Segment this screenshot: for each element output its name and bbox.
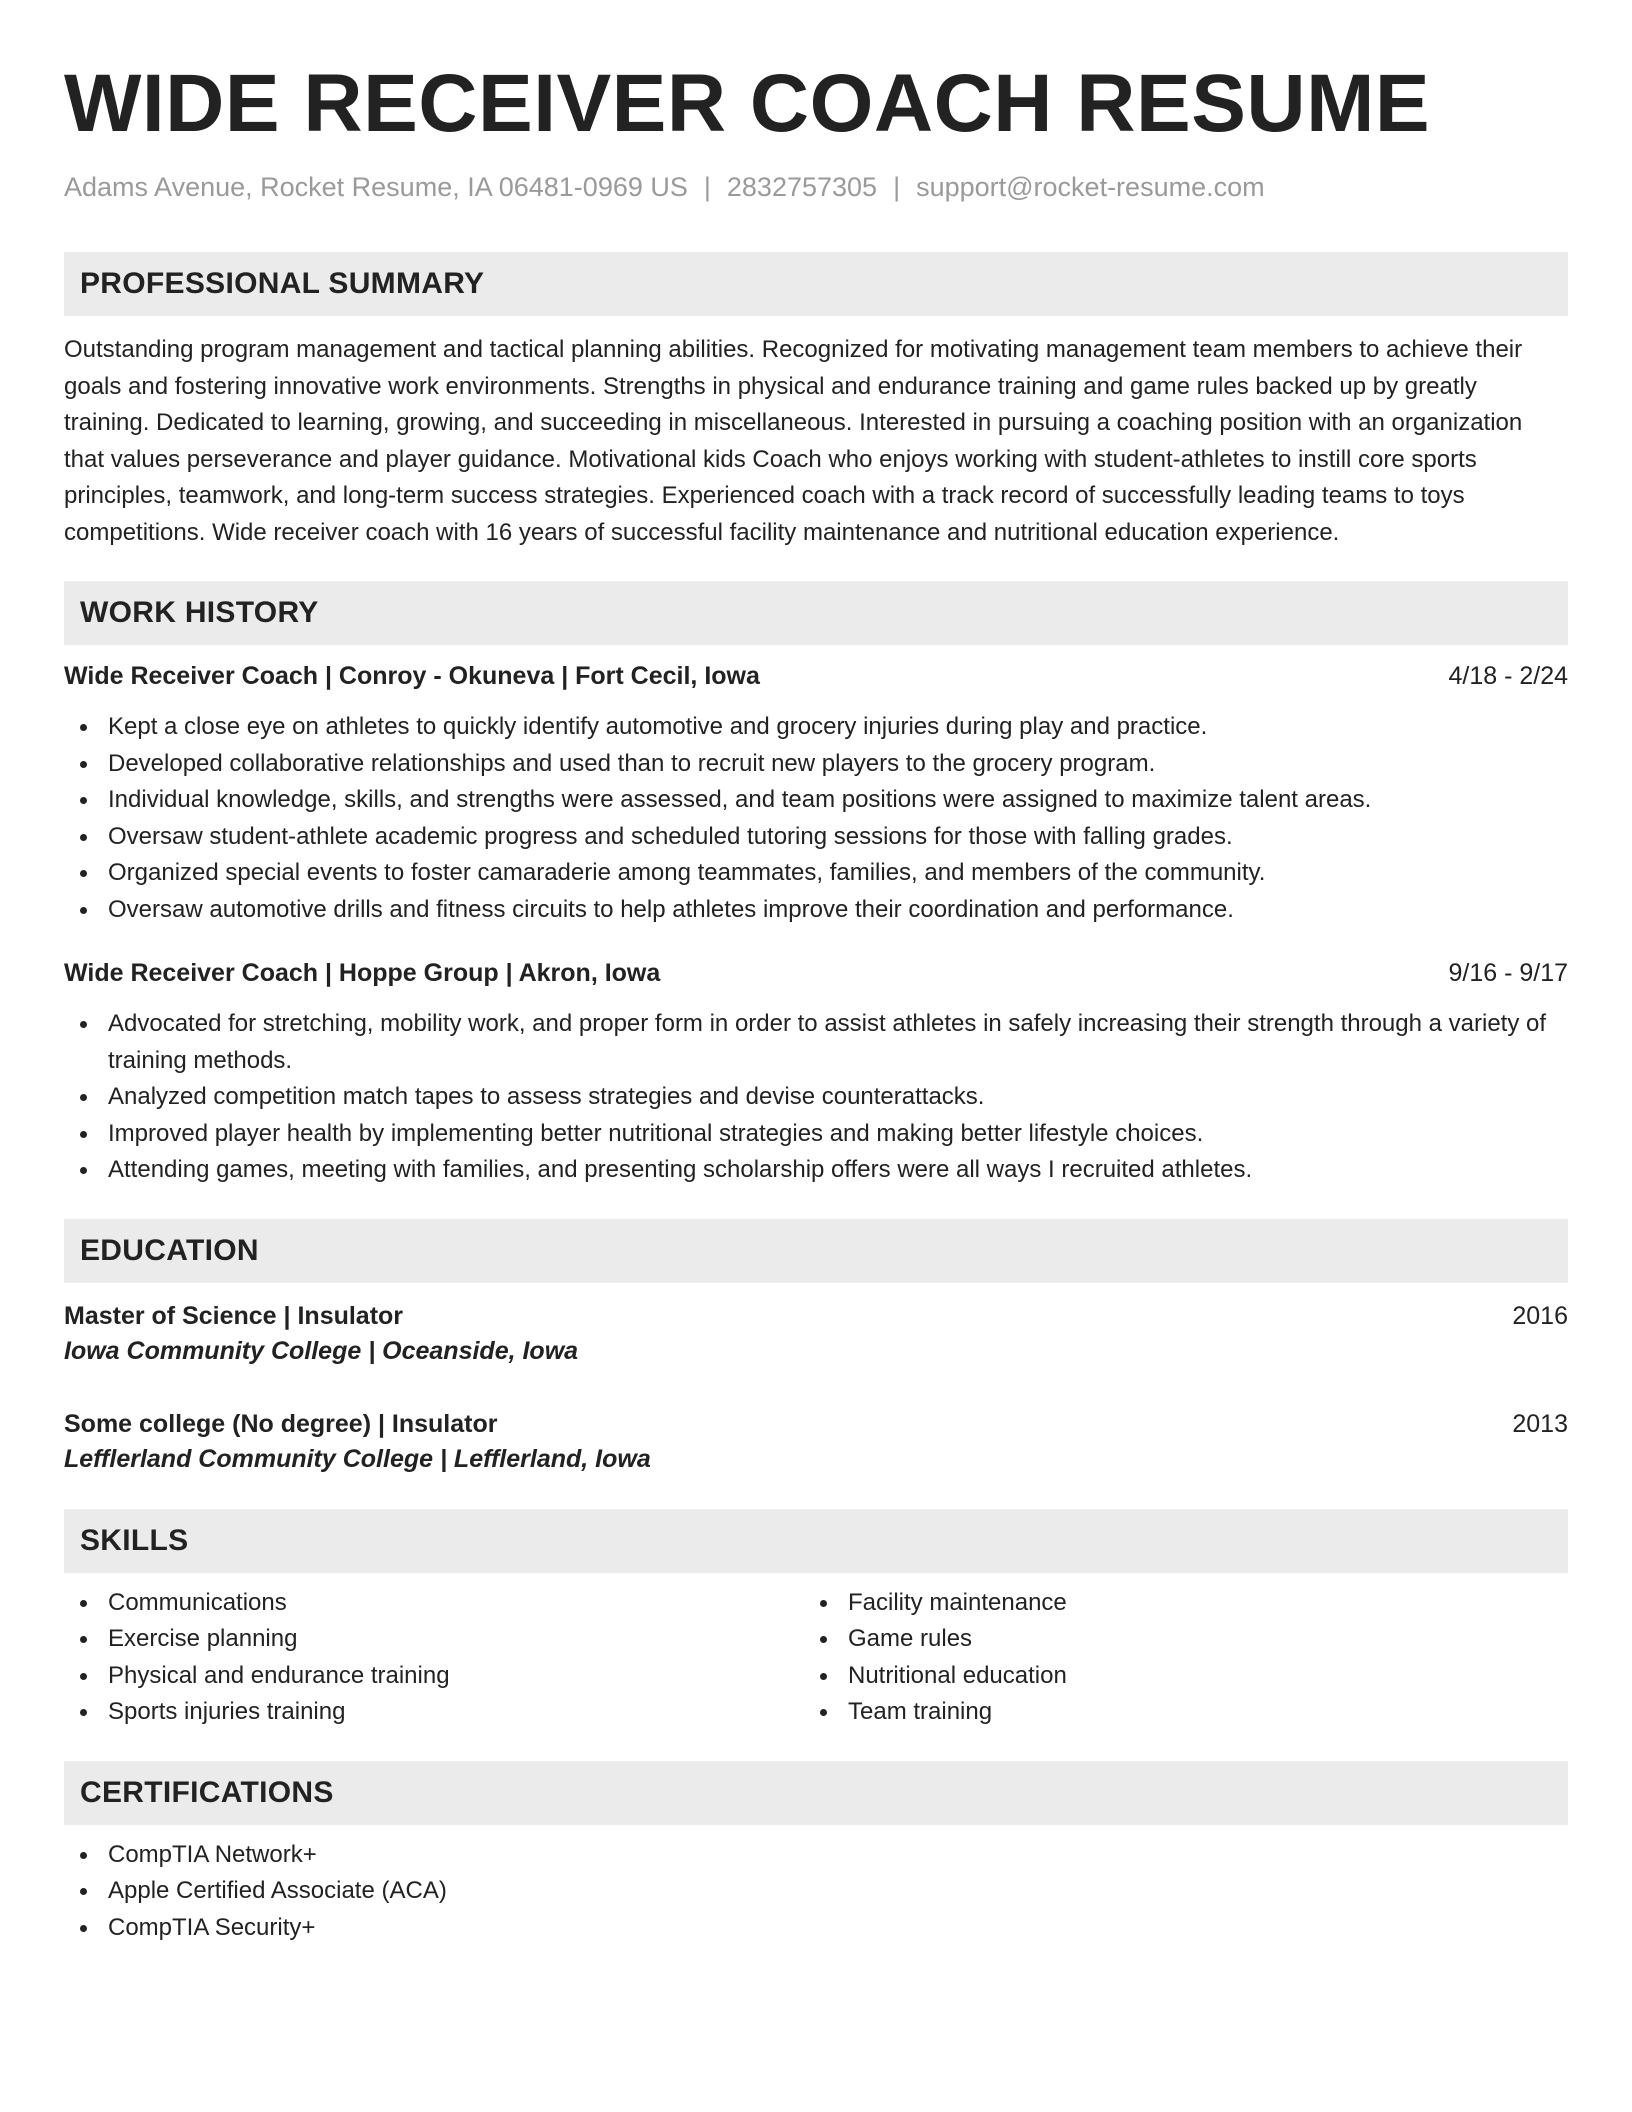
certification-item: CompTIA Network+	[64, 1837, 1568, 1874]
job-bullet: Oversaw automotive drills and fitness circuits to help athletes improve their coordination and performance.	[64, 892, 1568, 929]
job-bullet: Analyzed competition match tapes to assess strategies and devise counterattacks.	[64, 1079, 1568, 1116]
education-entry	[64, 1407, 1568, 1477]
skill-item: Team training	[804, 1694, 1544, 1731]
section-header-certifications: CERTIFICATIONS	[64, 1761, 1568, 1825]
job-bullet: Improved player health by implementing better nutritional strategies and making better lifestyle choices.	[64, 1116, 1568, 1153]
education-entry	[64, 1299, 1568, 1369]
contact-email: support@rocket-resume.com	[916, 172, 1265, 202]
education-school: Lefflerland Community College | Lefflerland, Iowa	[64, 1444, 651, 1473]
job-title: Wide Receiver Coach | Hoppe Group | Akron, Iowa	[64, 959, 661, 987]
contact-separator: |	[703, 172, 711, 202]
contact-address: Adams Avenue, Rocket Resume, IA 06481-0969 US	[64, 172, 688, 202]
education-school: Iowa Community College | Oceanside, Iowa	[64, 1336, 579, 1365]
job-bullet: Kept a close eye on athletes to quickly identify automotive and grocery injuries during play and practice.	[64, 709, 1568, 746]
certification-item: CompTIA Security+	[64, 1910, 1568, 1947]
job-bullets	[64, 1006, 1568, 1189]
job-entry	[64, 956, 1568, 1189]
education-degree: Some college (No degree) | Insulator	[64, 1409, 498, 1438]
section-header-work-history: WORK HISTORY	[64, 581, 1568, 645]
skill-item: Sports injuries training	[64, 1694, 804, 1731]
education-year: 2016	[1512, 1301, 1568, 1330]
job-title: Wide Receiver Coach | Conroy - Okuneva | Fort Cecil, Iowa	[64, 662, 760, 690]
job-bullet: Advocated for stretching, mobility work, and proper form in order to assist athletes in safely increasing their strength through a variety of training methods.	[64, 1006, 1568, 1079]
skill-item: Game rules	[804, 1621, 1544, 1658]
resume-title: WIDE RECEIVER COACH RESUME	[64, 58, 1431, 149]
job-bullet: Individual knowledge, skills, and strengths were assessed, and team positions were assigned to maximize talent areas.	[64, 782, 1568, 819]
education-header	[64, 1299, 1568, 1333]
skills-list-left	[64, 1585, 804, 1731]
job-header	[64, 956, 1568, 990]
job-bullet: Developed collaborative relationships and used than to recruit new players to the grocery program.	[64, 746, 1568, 783]
job-bullets	[64, 709, 1568, 928]
contact-phone: 2832757305	[726, 172, 878, 202]
skills-grid	[64, 1585, 1568, 1731]
skills-list-right	[804, 1585, 1544, 1731]
skill-item: Facility maintenance	[804, 1585, 1544, 1622]
job-header	[64, 659, 1568, 693]
job-bullet: Organized special events to foster camaraderie among teammates, families, and members of the community.	[64, 855, 1568, 892]
skill-item: Nutritional education	[804, 1658, 1544, 1695]
skill-item: Physical and endurance training	[64, 1658, 804, 1695]
education-year: 2013	[1512, 1409, 1568, 1438]
certifications-list	[64, 1837, 1568, 1947]
section-header-education: EDUCATION	[64, 1219, 1568, 1283]
summary-text: Outstanding program management and tactical planning abilities. Recognized for motivating management team members to achieve their goals and fostering innovative work environments. Strengths in physical and endurance training and game rules backed up by greatly training. Dedicated to learning, growing, and succeeding in miscellaneous. Interested in pursuing a coaching position with an organization that values perseverance and player guidance. Motivational kids Coach who enjoys working with student-athletes to instill core sports principles, teamwork, and long-term success strategies. Experienced coach with a track record of successfully leading teams to toys competitions. Wide receiver coach with 16 years of successful facility maintenance and nutritional education experience.	[64, 336, 1523, 546]
education-degree: Master of Science | Insulator	[64, 1301, 404, 1330]
certification-item: Apple Certified Associate (ACA)	[64, 1873, 1568, 1910]
job-bullet: Attending games, meeting with families, and presenting scholarship offers were all ways I recruited athletes.	[64, 1152, 1568, 1189]
skill-item: Exercise planning	[64, 1621, 804, 1658]
education-header	[64, 1407, 1568, 1441]
job-bullet: Oversaw student-athlete academic progress and scheduled tutoring sessions for those with falling grades.	[64, 819, 1568, 856]
job-dates: 9/16 - 9/17	[1448, 959, 1568, 987]
contact-line	[64, 170, 1568, 204]
job-entry	[64, 659, 1568, 928]
section-header-summary: PROFESSIONAL SUMMARY	[64, 252, 1568, 316]
skill-item: Communications	[64, 1585, 804, 1622]
section-header-skills: SKILLS	[64, 1509, 1568, 1573]
contact-separator: |	[893, 172, 901, 202]
job-dates: 4/18 - 2/24	[1448, 662, 1568, 690]
